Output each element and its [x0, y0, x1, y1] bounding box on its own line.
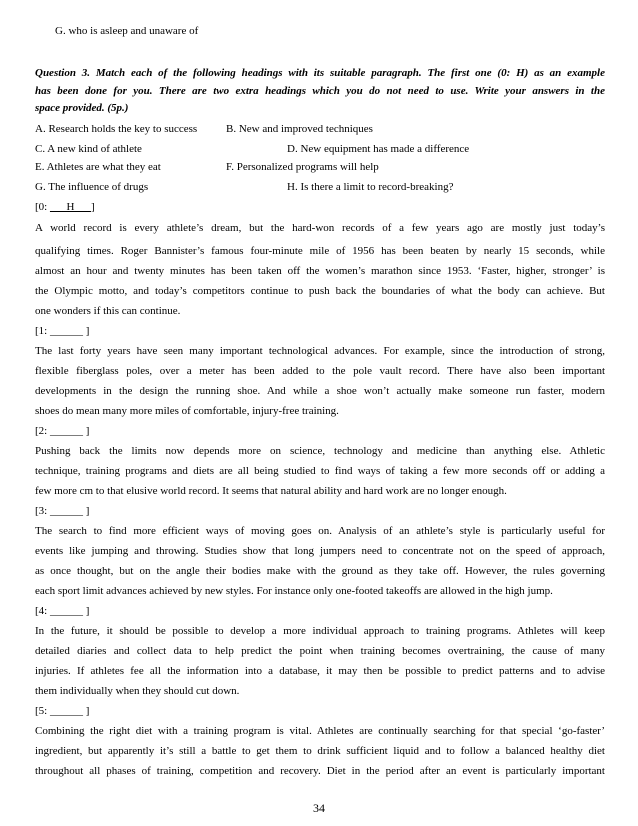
question-heading-line-1: Question 3. Match each of the following headings with its suitable paragraph. The first one (0: H) as an example — [35, 67, 605, 79]
answer-slot-4[interactable]: [4: ______ ] — [35, 605, 90, 617]
paragraph-3-line-3: as once thought, but on the angle their bodies make with the ground as they take off. However, the rules governing — [35, 565, 605, 577]
paragraph-1-line-4: shoes do mean many more miles of comfortable, injury-free training. — [35, 405, 339, 417]
paragraph-2-line-2: technique, training programs and diets are all being studied to find ways of taking a few more seconds off or adding a — [35, 465, 605, 477]
example-close: ] — [90, 201, 95, 213]
heading-c: C. A new kind of athlete — [35, 143, 142, 155]
paragraph-4-line-4: them individually when they should cut down. — [35, 685, 240, 697]
paragraph-2-line-3: few more cm to that elusive world record. It seems that natural ability and hard work are no longer enough. — [35, 485, 507, 497]
paragraph-1-line-2: flexible fiberglass poles, over a meter has been added to the pole vault record. There have also been important — [35, 365, 605, 377]
paragraph-3-line-4: each sport limit advances achieved by new styles. For instance only one-footed takeoffs are allowed in the high jump. — [35, 585, 553, 597]
paragraph-4-line-3: injuries. If athletes fee all the information into a database, it may then be possible to predict patterns and to advise — [35, 665, 605, 677]
paragraph-1-line-3: developments in the design the running shoe. And while a shoe won’t actually make someone run faster, modern — [35, 385, 605, 397]
example-answer-slot — [35, 200, 95, 214]
heading-e: E. Athletes are what they eat — [35, 161, 161, 173]
heading-f: F. Personalized programs will help — [226, 161, 379, 173]
heading-b: B. New and improved techniques — [226, 123, 373, 135]
paragraph-0-line-2: qualifying times. Roger Bannister’s famous four-minute mile of 1956 has been beaten by nearly 15 seconds, while — [35, 245, 605, 257]
question-heading-line-2: has been done for you. There are two extra headings which you do not need to use. Write your answers in the — [35, 85, 605, 97]
answer-slot-1[interactable]: [1: ______ ] — [35, 325, 90, 337]
paragraph-0-line-5: one wonders if this can continue. — [35, 305, 181, 317]
paragraph-5-line-3: throughout all phases of training, competition and recovery. Diet in the period after an event is particularly important — [35, 765, 605, 777]
heading-g: G. The influence of drugs — [35, 181, 149, 193]
page-number: 34 — [313, 801, 325, 815]
paragraph-3-line-2: events like jumping and throwing. Studies show that long jumpers need to concentrate not on the speed of approach, — [35, 545, 605, 557]
paragraph-5-line-2: ingredient, but apparently it’s still a battle to get them to drink sufficient liquid and to follow a balanced healthy diet — [35, 745, 605, 757]
paragraph-4-line-2: detailed diaries and collect data to help predict the point when training becomes overtraining, the cause of many — [35, 645, 605, 657]
example-answer: ___H___ — [49, 201, 91, 213]
question-heading-line-3: space provided. (5p.) — [35, 102, 129, 114]
answer-slot-3[interactable]: [3: ______ ] — [35, 505, 90, 517]
answer-slot-2[interactable]: [2: ______ ] — [35, 425, 90, 437]
heading-h: H. Is there a limit to record-breaking? — [287, 181, 454, 193]
heading-d: D. New equipment has made a difference — [287, 143, 470, 155]
paragraph-3-line-1: The search to find more efficient ways of moving goes on. Analysis of an athlete’s style is particularly useful for — [35, 525, 605, 537]
paragraph-0-line-4: the Olympic motto, and today’s competitors continue to push back the boundaries of what the body can achieve. But — [35, 285, 605, 297]
example-label: [0: — [35, 201, 50, 213]
paragraph-0-line-1: A world record is every athlete’s dream, but the hard-won records of a few years ago are mostly just today’s — [35, 222, 605, 234]
answer-slot-5[interactable]: [5: ______ ] — [35, 705, 90, 717]
paragraph-1-line-1: The last forty years have seen many important technological advances. For example, since the introduction of strong, — [35, 345, 605, 357]
paragraph-0-line-3: almost an hour and twenty minutes has been taken off the women’s marathon since 1953. ‘Faster, higher, stronger’ is — [35, 265, 605, 277]
paragraph-4-line-1: In the future, it should be possible to develop a more individual approach to training programs. Athletes will keep — [35, 625, 605, 637]
option-g-line: G. who is asleep and unaware of — [55, 25, 199, 37]
paragraph-2-line-1: Pushing back the limits now depends more on science, technology and medicine than anything else. Athletic — [35, 445, 605, 457]
heading-a: A. Research holds the key to success — [35, 123, 198, 135]
paragraph-5-line-1: Combining the right diet with a training program is vital. Athletes are continually searching for that special ‘go-faster’ — [35, 725, 605, 737]
